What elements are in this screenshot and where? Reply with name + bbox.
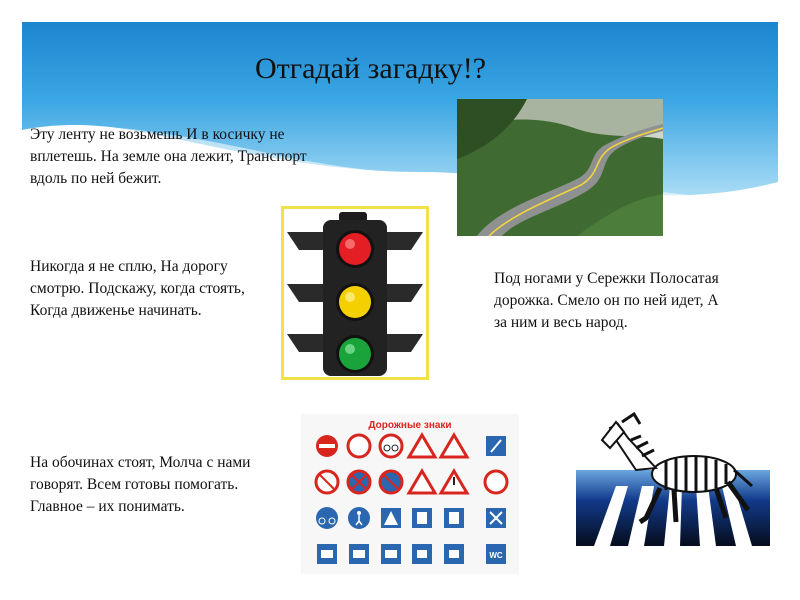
riddle-traffic-light-text: Никогда я не сплю, На дорогу смотрю. Подскажу, когда стоять, Когда движенье начинать. [30, 258, 245, 319]
road-signs-image [301, 414, 519, 574]
riddle-road-signs-text: На обочинах стоят, Молча с нами говорят. Всем готовы помогать. Главное – их понимать. [30, 454, 251, 515]
zebra-crossing-image [576, 410, 770, 546]
road-signs-heading: Дорожные знаки [368, 420, 452, 431]
traffic-light-image [281, 206, 429, 380]
slide-title: Отгадай загадку!? [255, 52, 487, 85]
road-image [457, 99, 663, 236]
riddle-zebra-crossing-text: Под ногами у Сережки Полосатая дорожка. Смело он по ней идет, А за ним и весь народ. [494, 270, 719, 331]
wc-sign-label: WC [489, 551, 503, 560]
riddle-road-text: Эту ленту не возьмешь И в косичку не вплетешь. На земле она лежит, Транспорт вдоль по ней бежит. [30, 126, 307, 187]
